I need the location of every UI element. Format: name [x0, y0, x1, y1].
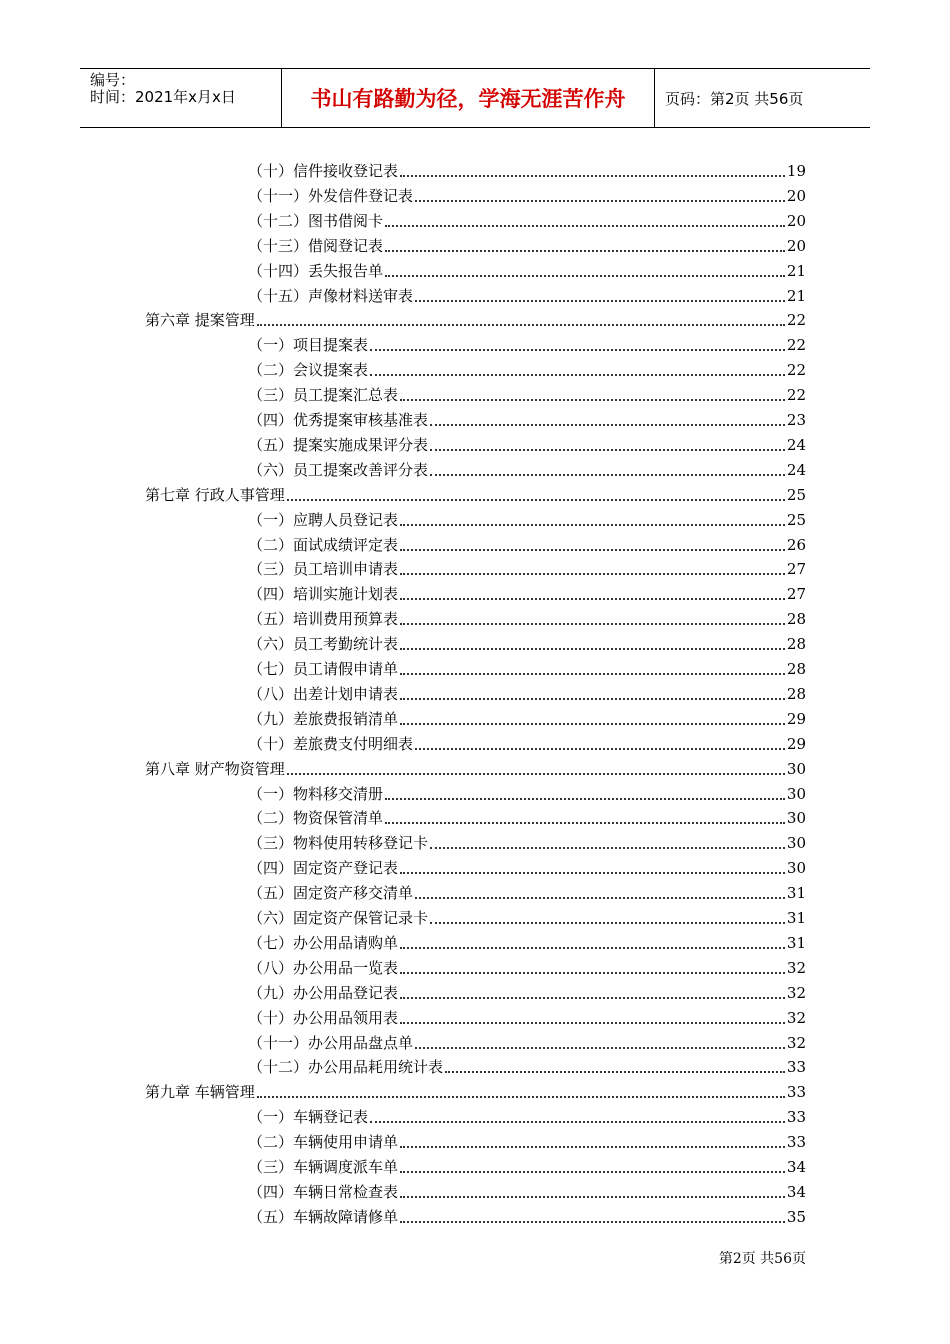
toc-entry[interactable] [248, 628, 806, 653]
toc-entry-page: 32 [786, 1008, 806, 1027]
toc-entry-title: （三）物料使用转移登记卡 [248, 834, 429, 853]
toc-entry-page: 29 [786, 709, 806, 728]
dot-leader [400, 1022, 785, 1024]
page-footer: 第2页 共56页 [718, 1251, 806, 1267]
toc-entry[interactable] [248, 1126, 806, 1151]
toc-entry-page: 27 [786, 585, 806, 604]
dot-leader [400, 972, 785, 974]
toc-entry-page: 19 [786, 162, 806, 180]
toc-entry-page: 34 [786, 1158, 806, 1176]
toc-chapter-entry[interactable] [145, 753, 806, 778]
dot-leader [400, 1221, 785, 1223]
toc-entry-page: 29 [786, 734, 806, 753]
toc-entry-title: （九）办公用品登记表 [248, 983, 399, 1002]
toc-entry[interactable] [248, 1201, 806, 1226]
dot-leader [400, 1146, 785, 1148]
dot-leader [415, 897, 785, 899]
toc-entry-title: 第六章 提案管理 [145, 311, 255, 330]
toc-entry-title: （五）提案实施成果评分表 [248, 435, 429, 454]
toc-entry[interactable] [248, 155, 806, 180]
toc-entry[interactable] [248, 927, 806, 952]
toc-entry[interactable] [248, 504, 806, 529]
toc-entry-title: （四）固定资产登记表 [248, 859, 399, 878]
toc-entry[interactable] [248, 280, 806, 305]
dot-leader [287, 499, 785, 501]
dot-leader [257, 324, 785, 326]
dot-leader [400, 723, 785, 725]
dot-leader [400, 872, 785, 874]
toc-entry[interactable] [248, 379, 806, 404]
toc-entry-page: 32 [786, 958, 806, 977]
dot-leader [415, 1047, 785, 1049]
toc-entry-title: （六）固定资产保管记录卡 [248, 909, 429, 927]
toc-entry[interactable] [248, 1101, 806, 1126]
dot-leader [400, 549, 785, 551]
toc-entry-page: 32 [786, 983, 806, 1002]
toc-entry-page: 21 [786, 286, 806, 305]
header-number-label: 编号： [90, 71, 136, 89]
toc-entry[interactable] [248, 1176, 806, 1201]
toc-entry-title: （十三）借阅登记表 [248, 236, 384, 255]
dot-leader [385, 250, 785, 252]
toc-entry-title: （三）员工提案汇总表 [248, 386, 399, 405]
toc-entry-page: 27 [786, 560, 806, 579]
dot-leader [430, 922, 785, 924]
toc-entry[interactable] [248, 678, 806, 703]
toc-entry-page: 25 [786, 510, 806, 529]
toc-entry-title: 第八章 财产物资管理 [145, 759, 285, 778]
toc-entry[interactable] [248, 429, 806, 454]
toc-entry[interactable] [248, 1027, 806, 1052]
toc-entry-page: 22 [786, 386, 806, 405]
toc-entry[interactable] [248, 1002, 806, 1027]
toc-entry-page: 20 [786, 236, 806, 255]
toc-entry-page: 23 [786, 411, 806, 429]
dot-leader [370, 349, 785, 351]
toc-entry-page: 33 [786, 1133, 806, 1152]
dot-leader [430, 424, 785, 426]
toc-entry-title: （九）差旅费报销清单 [248, 709, 399, 728]
toc-entry[interactable] [248, 1151, 806, 1176]
toc-entry-page: 30 [786, 834, 806, 853]
toc-entry-title: （六）员工提案改善评分表 [248, 460, 429, 479]
toc-entry-title: （十）差旅费支付明细表 [248, 734, 414, 753]
toc-entry-title: （三）员工培训申请表 [248, 560, 399, 579]
toc-entry-page: 31 [786, 909, 806, 927]
toc-entry-page: 28 [786, 610, 806, 629]
dot-leader [430, 449, 785, 451]
toc-entry-title: （三）车辆调度派车单 [248, 1158, 399, 1176]
dot-leader [400, 524, 785, 526]
toc-entry-title: （七）员工请假申请单 [248, 660, 399, 678]
page-header [80, 68, 870, 128]
toc-entry[interactable] [248, 1051, 806, 1076]
dot-leader [370, 374, 785, 376]
toc-chapter-entry[interactable] [145, 1076, 806, 1101]
toc-entry-page: 24 [786, 460, 806, 479]
header-date: 时间：2021年x月x日 [90, 88, 236, 106]
toc-entry[interactable] [248, 255, 806, 280]
dot-leader [400, 623, 785, 625]
dot-leader [400, 673, 785, 675]
toc-entry[interactable] [248, 877, 806, 902]
toc-entry-title: （一）车辆登记表 [248, 1108, 369, 1127]
toc-entry-page: 33 [786, 1058, 806, 1077]
dot-leader [385, 798, 785, 800]
dot-leader [445, 1071, 785, 1073]
toc-entry[interactable] [248, 230, 806, 255]
toc-entry-page: 25 [786, 485, 806, 504]
toc-entry-title: 第七章 行政人事管理 [145, 485, 285, 504]
toc-entry-page: 28 [786, 684, 806, 703]
toc-entry-title: （十）信件接收登记表 [248, 162, 399, 180]
toc-entry-page: 31 [786, 884, 806, 903]
toc-entry-page: 30 [786, 784, 806, 803]
dot-leader [400, 997, 785, 999]
toc-entry-title: 第九章 车辆管理 [145, 1083, 255, 1102]
toc-entry-title: （十五）声像材料送审表 [248, 286, 414, 305]
toc-entry-title: （十二）图书借阅卡 [248, 211, 384, 230]
toc-entry-title: （二）会议提案表 [248, 361, 369, 380]
dot-leader [430, 847, 785, 849]
toc-entry-title: （二）面试成绩评定表 [248, 535, 399, 554]
toc-entry[interactable] [248, 404, 806, 429]
toc-entry[interactable] [248, 952, 806, 977]
dot-leader [400, 598, 785, 600]
toc-entry[interactable] [248, 529, 806, 554]
dot-leader [400, 698, 785, 700]
toc-entry-title: （四）优秀提案审核基准表 [248, 411, 429, 429]
toc-entry-title: （八）出差计划申请表 [248, 684, 399, 703]
toc-entry-title: （十二）办公用品耗用统计表 [248, 1058, 444, 1077]
dot-leader [287, 773, 785, 775]
toc-entry-title: （五）车辆故障请修单 [248, 1207, 399, 1226]
toc-entry-page: 20 [786, 211, 806, 230]
toc-entry[interactable] [248, 329, 806, 354]
dot-leader [385, 225, 785, 227]
toc-entry[interactable] [248, 902, 806, 927]
toc-entry-page: 28 [786, 635, 806, 654]
toc-entry-title: （五）培训费用预算表 [248, 610, 399, 629]
toc-entry-page: 22 [786, 336, 806, 355]
toc-entry[interactable] [248, 852, 806, 877]
header-info-cell [80, 69, 282, 127]
header-page-number: 页码：第2页 共56页 [665, 89, 804, 108]
toc-entry-title: （八）办公用品一览表 [248, 958, 399, 977]
toc-entry[interactable] [248, 778, 806, 803]
toc-entry[interactable] [248, 827, 806, 852]
toc-entry-title: （五）固定资产移交清单 [248, 884, 414, 903]
dot-leader [400, 947, 785, 949]
toc-entry-title: （一）项目提案表 [248, 336, 369, 355]
dot-leader [415, 300, 785, 302]
toc-entry-page: 30 [786, 859, 806, 878]
toc-entry-page: 30 [786, 759, 806, 778]
toc-entry-page: 26 [786, 535, 806, 554]
toc-entry[interactable] [248, 977, 806, 1002]
dot-leader [415, 748, 785, 750]
toc-entry-page: 20 [786, 186, 806, 205]
dot-leader [400, 399, 785, 401]
toc-entry[interactable] [248, 553, 806, 578]
dot-leader [385, 822, 785, 824]
header-motto: 书山有路勤为径，学海无涯苦作舟 [282, 69, 655, 127]
toc-entry-page: 35 [786, 1207, 806, 1226]
toc-entry-page: 22 [786, 311, 806, 330]
dot-leader [400, 1171, 785, 1173]
dot-leader [257, 1096, 785, 1098]
toc-entry[interactable] [248, 603, 806, 628]
toc-entry[interactable] [248, 454, 806, 479]
toc-entry-title: （十一）外发信件登记表 [248, 186, 414, 205]
toc-entry-title: （十一）办公用品盘点单 [248, 1033, 414, 1052]
dot-leader [430, 474, 785, 476]
toc-entry-page: 34 [786, 1182, 806, 1201]
toc-entry-page: 32 [786, 1033, 806, 1052]
dot-leader [400, 573, 785, 575]
toc-entry-title: （四）培训实施计划表 [248, 585, 399, 604]
toc-entry-title: （十）办公用品领用表 [248, 1008, 399, 1027]
toc-entry-title: （一）物料移交清册 [248, 784, 384, 803]
toc-entry[interactable] [248, 578, 806, 603]
toc-entry[interactable] [248, 354, 806, 379]
dot-leader [415, 200, 785, 202]
toc-entry-page: 31 [786, 933, 806, 952]
toc-entry-page: 22 [786, 361, 806, 380]
dot-leader [400, 1196, 785, 1198]
toc-entry-title: （二）物资保管清单 [248, 809, 384, 828]
toc-entry-title: （二）车辆使用申请单 [248, 1133, 399, 1152]
toc-entry[interactable] [248, 802, 806, 827]
toc-entry-page: 21 [786, 261, 806, 280]
toc-entry-page: 24 [786, 435, 806, 454]
toc-entry-page: 30 [786, 809, 806, 828]
toc-entry-title: （七）办公用品请购单 [248, 933, 399, 952]
dot-leader [400, 648, 785, 650]
toc-entry-page: 33 [786, 1083, 806, 1102]
toc-entry[interactable] [248, 180, 806, 205]
dot-leader [370, 1121, 785, 1123]
toc-entry[interactable] [248, 653, 806, 678]
toc-entry-page: 28 [786, 660, 806, 678]
toc-entry[interactable] [248, 205, 806, 230]
dot-leader [385, 275, 785, 277]
toc-entry-page: 33 [786, 1108, 806, 1127]
toc-entry-title: （六）员工考勤统计表 [248, 635, 399, 654]
toc-entry-title: （十四）丢失报告单 [248, 261, 384, 280]
toc-chapter-entry[interactable] [145, 304, 806, 329]
toc-entry[interactable] [248, 728, 806, 753]
dot-leader [400, 175, 785, 177]
toc-chapter-entry[interactable] [145, 479, 806, 504]
toc-entry-title: （四）车辆日常检查表 [248, 1182, 399, 1201]
toc-entry-title: （一）应聘人员登记表 [248, 510, 399, 529]
toc-entry[interactable] [248, 703, 806, 728]
